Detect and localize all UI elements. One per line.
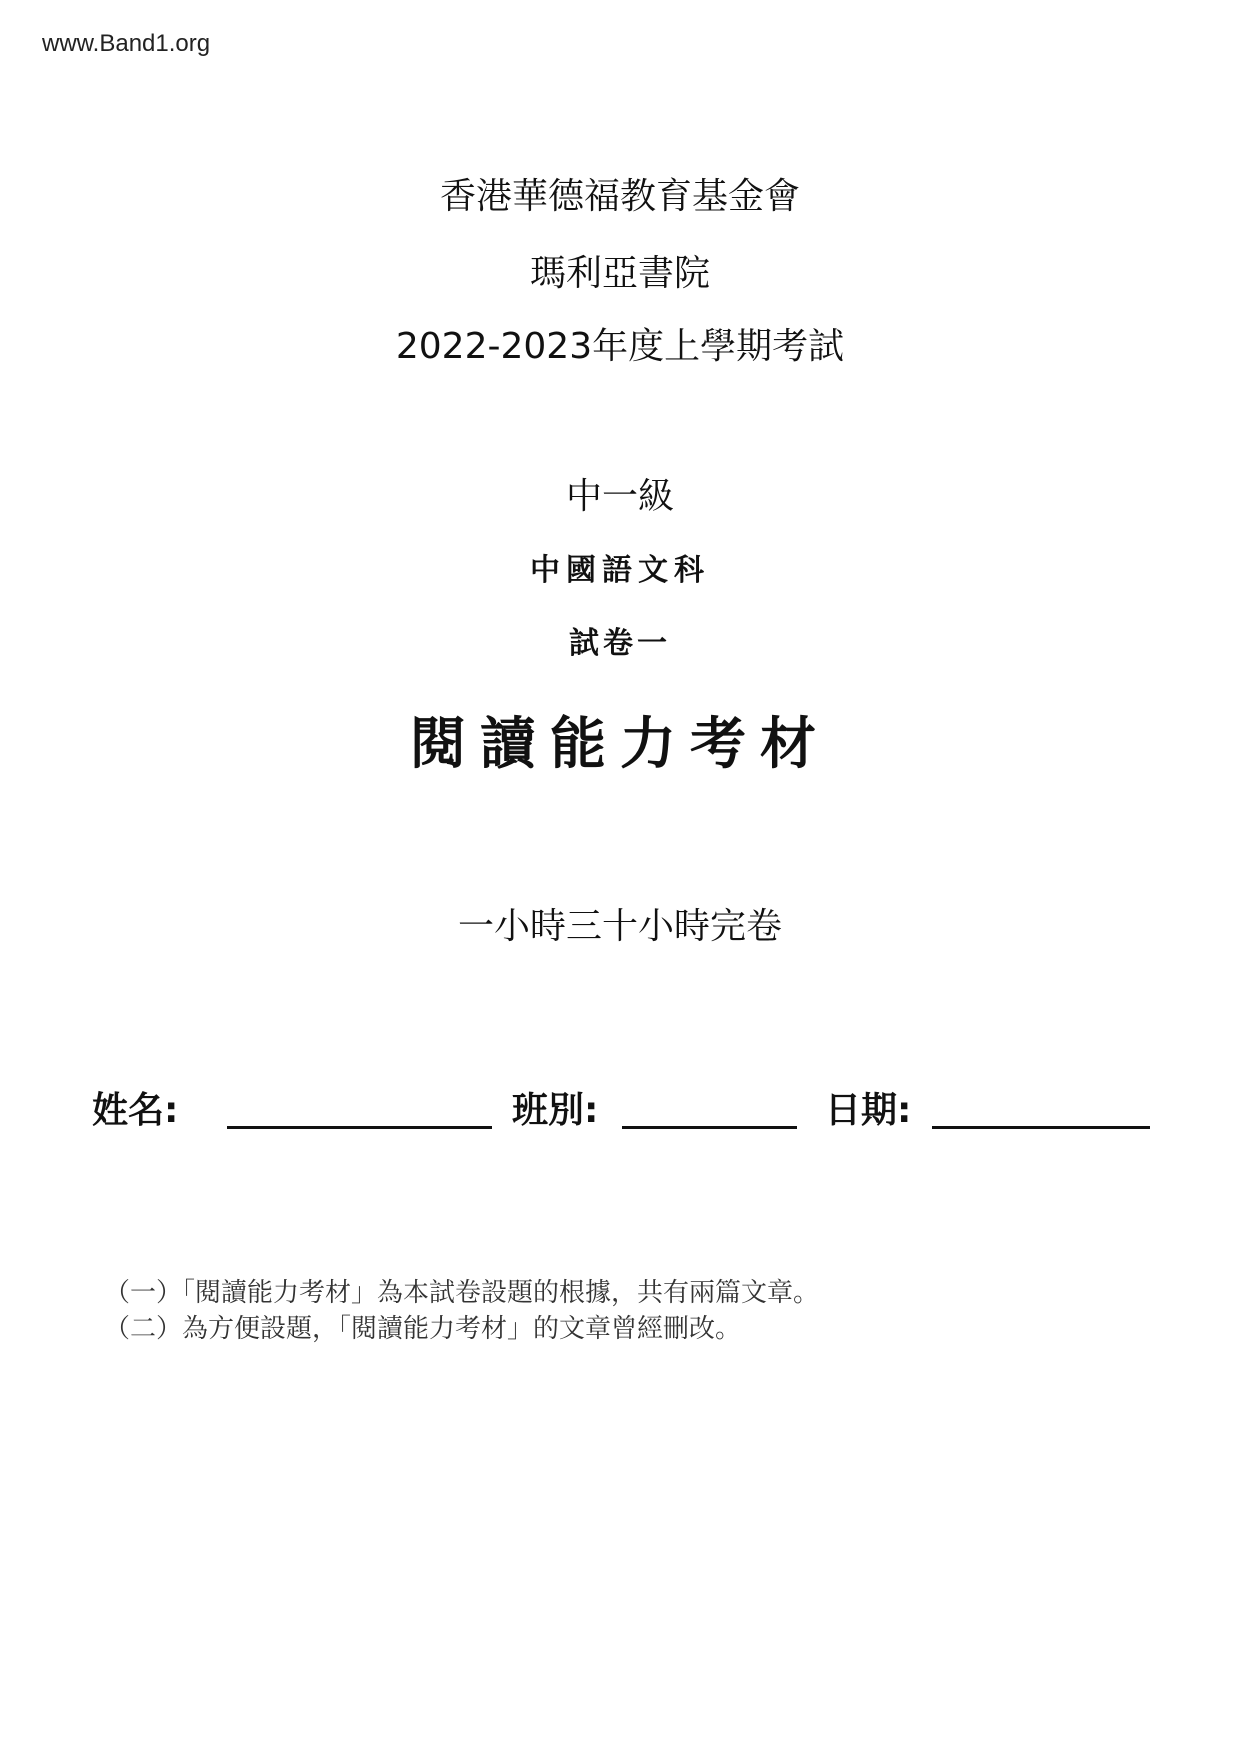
exam-duration: 一小時三十小時完卷: [457, 906, 782, 947]
name-blank-line[interactable]: [227, 1126, 492, 1129]
instructions-notes: [104, 1275, 819, 1347]
foundation-name: 香港華德福教育基金會: [439, 176, 800, 217]
school-name: 瑪利亞書院: [529, 253, 710, 294]
note-item: （二）為方便設題，「閱讀能力考材」的文章曾經刪改。: [104, 1314, 742, 1344]
note-item: （一）「閱讀能力考材」為本試卷設題的根據，共有兩篇文章。: [104, 1278, 820, 1308]
exam-title: 2022-2023年度上學期考試: [395, 326, 845, 367]
grade-level: 中一級: [565, 476, 674, 517]
name-label: 姓名:: [92, 1090, 179, 1131]
class-blank-line[interactable]: [622, 1126, 797, 1129]
class-label: 班別:: [512, 1090, 599, 1131]
paper-number: 試卷一: [569, 626, 671, 661]
subject-name: 中國語文科: [530, 553, 710, 588]
paper-title: 閱讀能力考材: [410, 712, 830, 777]
date-blank-line[interactable]: [932, 1126, 1150, 1129]
website-watermark: www.Band1.org: [42, 30, 211, 57]
student-info-fields: [92, 1082, 1152, 1142]
date-label: 日期:: [825, 1090, 912, 1131]
